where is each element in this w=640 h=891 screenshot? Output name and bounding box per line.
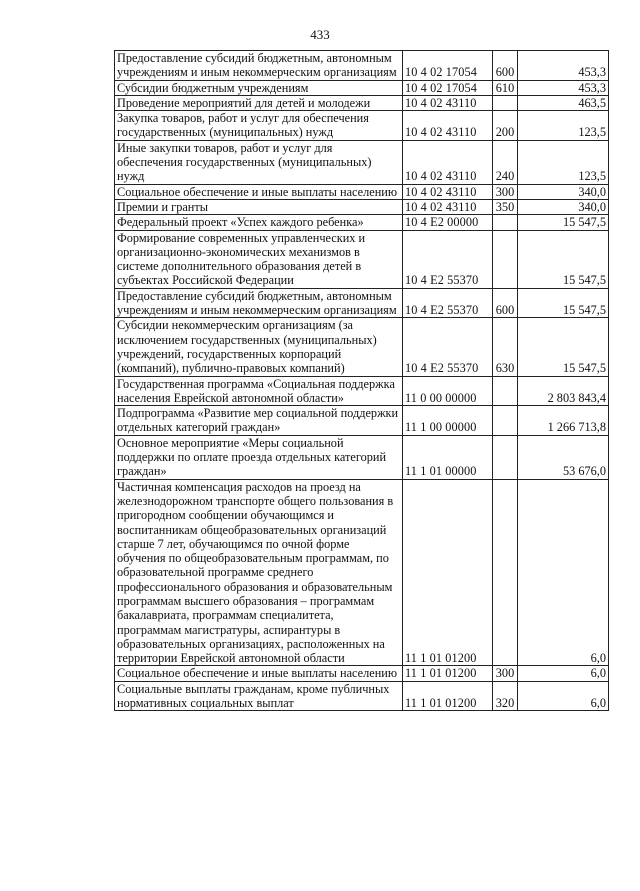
- row-vr: 630: [493, 318, 518, 376]
- row-amount: 123,5: [518, 111, 609, 141]
- row-code: 10 4 E2 55370: [403, 230, 493, 288]
- row-vr: 610: [493, 80, 518, 95]
- row-code: 10 4 02 17054: [403, 80, 493, 95]
- row-amount: 15 547,5: [518, 215, 609, 230]
- row-name: Социальное обеспечение и иные выплаты населению: [115, 184, 403, 199]
- row-amount: 123,5: [518, 140, 609, 184]
- row-vr: [493, 215, 518, 230]
- row-amount: 53 676,0: [518, 435, 609, 479]
- row-amount: 6,0: [518, 666, 609, 681]
- row-amount: 15 547,5: [518, 288, 609, 318]
- row-name: Закупка товаров, работ и услуг для обеспечения государственных (муниципальных) нужд: [115, 111, 403, 141]
- row-amount: 340,0: [518, 184, 609, 199]
- row-vr: 300: [493, 184, 518, 199]
- row-vr: 350: [493, 199, 518, 214]
- row-code: 10 4 02 17054: [403, 51, 493, 81]
- row-name: Формирование современных управленческих и организационно-экономических механизмов в системе дополнительного образования детей в субъектах Российской Федерации: [115, 230, 403, 288]
- row-code: 10 4 E2 55370: [403, 318, 493, 376]
- table-row: [115, 288, 609, 318]
- budget-table: [114, 50, 609, 711]
- row-code: 11 1 00 00000: [403, 406, 493, 436]
- row-name: Предоставление субсидий бюджетным, автономным учреждениям и иным некоммерческим организациям: [115, 51, 403, 81]
- table-row: [115, 230, 609, 288]
- row-name: Субсидии некоммерческим организациям (за исключением государственных (муниципальных) учреждений, государственных корпораций (компаний), публично-правовых компаний): [115, 318, 403, 376]
- row-amount: 340,0: [518, 199, 609, 214]
- table-row: [115, 318, 609, 376]
- table-row: [115, 111, 609, 141]
- row-name: Предоставление субсидий бюджетным, автономным учреждениям и иным некоммерческим организациям: [115, 288, 403, 318]
- row-name: Частичная компенсация расходов на проезд на железнодорожном транспорте общего пользования в пригородном сообщении обучающимся и воспитанникам общеобразовательных организаций старше 7 лет, обучающимся по очной форме обучения по общеобразовательным программам, по образовательной программе среднего профессионального образования и образовательным программам высшего образования – программам бакалавриата, программам специалитета, программам магистратуры, аспирантуры в образовательных организациях, расположенных на территории Еврейской автономной области: [115, 479, 403, 666]
- row-code: 10 4 02 43110: [403, 140, 493, 184]
- row-code: 10 4 02 43110: [403, 111, 493, 141]
- row-name: Иные закупки товаров, работ и услуг для обеспечения государственных (муниципальных) нужд: [115, 140, 403, 184]
- table-row: [115, 184, 609, 199]
- row-name: Федеральный проект «Успех каждого ребенка»: [115, 215, 403, 230]
- row-code: 11 0 00 00000: [403, 376, 493, 406]
- table-row: [115, 681, 609, 711]
- row-code: 11 1 01 01200: [403, 479, 493, 666]
- row-name: Государственная программа «Социальная поддержка населения Еврейской автономной области»: [115, 376, 403, 406]
- row-code: 11 1 01 01200: [403, 681, 493, 711]
- table-row: [115, 479, 609, 666]
- row-amount: 463,5: [518, 95, 609, 110]
- row-name: Проведение мероприятий для детей и молодежи: [115, 95, 403, 110]
- row-code: 10 4 E2 00000: [403, 215, 493, 230]
- row-vr: [493, 479, 518, 666]
- row-code: 10 4 E2 55370: [403, 288, 493, 318]
- table-row: [115, 435, 609, 479]
- table-row: [115, 80, 609, 95]
- table-row: [115, 666, 609, 681]
- row-code: 10 4 02 43110: [403, 184, 493, 199]
- page-number: 433: [310, 27, 330, 42]
- row-name: Подпрограмма «Развитие мер социальной поддержки отдельных категорий граждан»: [115, 406, 403, 436]
- row-name: Социальные выплаты гражданам, кроме публичных нормативных социальных выплат: [115, 681, 403, 711]
- row-amount: 15 547,5: [518, 318, 609, 376]
- table-row: [115, 406, 609, 436]
- row-amount: 2 803 843,4: [518, 376, 609, 406]
- row-name: Субсидии бюджетным учреждениям: [115, 80, 403, 95]
- row-amount: 453,3: [518, 51, 609, 81]
- row-vr: [493, 376, 518, 406]
- row-code: 11 1 01 00000: [403, 435, 493, 479]
- row-amount: 6,0: [518, 479, 609, 666]
- row-vr: [493, 230, 518, 288]
- row-vr: [493, 406, 518, 436]
- table-row: [115, 199, 609, 214]
- row-vr: 200: [493, 111, 518, 141]
- row-code: 11 1 01 01200: [403, 666, 493, 681]
- row-vr: 600: [493, 51, 518, 81]
- row-code: 10 4 02 43110: [403, 199, 493, 214]
- row-amount: 453,3: [518, 80, 609, 95]
- table-row: [115, 215, 609, 230]
- row-code: 10 4 02 43110: [403, 95, 493, 110]
- row-amount: 6,0: [518, 681, 609, 711]
- row-vr: 320: [493, 681, 518, 711]
- table-row: [115, 95, 609, 110]
- row-name: Основное мероприятие «Меры социальной поддержки по оплате проезда отдельных категорий граждан»: [115, 435, 403, 479]
- row-vr: [493, 95, 518, 110]
- row-vr: [493, 435, 518, 479]
- row-vr: 300: [493, 666, 518, 681]
- row-amount: 15 547,5: [518, 230, 609, 288]
- table-row: [115, 140, 609, 184]
- row-amount: 1 266 713,8: [518, 406, 609, 436]
- row-vr: 240: [493, 140, 518, 184]
- table-row: [115, 376, 609, 406]
- table-row: [115, 51, 609, 81]
- row-name: Премии и гранты: [115, 199, 403, 214]
- row-vr: 600: [493, 288, 518, 318]
- row-name: Социальное обеспечение и иные выплаты населению: [115, 666, 403, 681]
